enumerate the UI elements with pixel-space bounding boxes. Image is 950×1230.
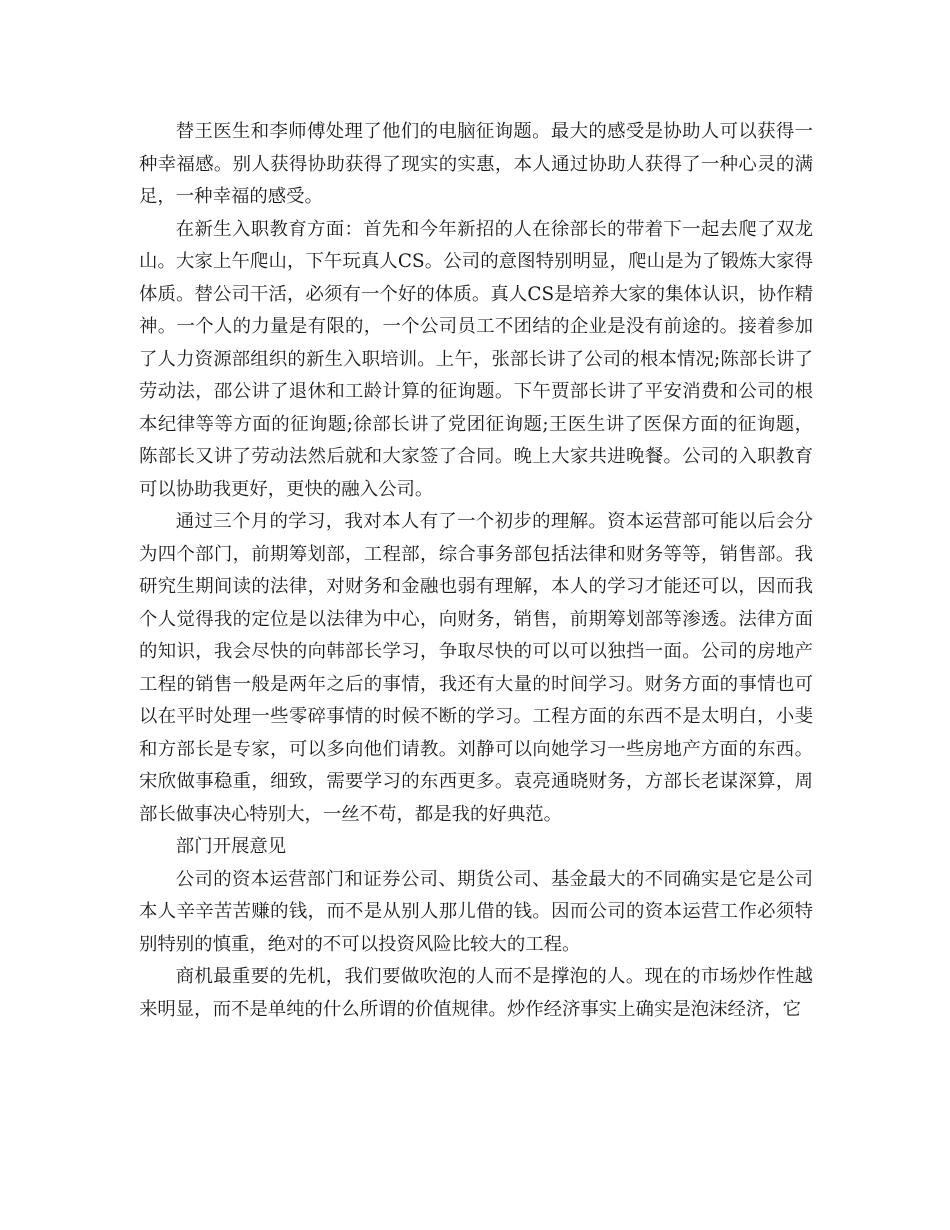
section-heading-department-development: 部门开展意见 [175, 836, 287, 857]
document-page [139, 116, 813, 1026]
paragraph-helping-colleagues: 替王医生和李师傅处理了他们的电脑征询题。最大的感受是协助人可以获得一种幸福感。别人获得协助获得了现实的实惠，本人通过协助人获得了一种心灵的满足，一种幸福的感受。 [139, 121, 813, 207]
paragraph-market-opportunity: 商机最重要的先机，我们要做吹泡的人而不是撑泡的人。现在的市场炒作性越来明显，而不是单纯的什么所谓的价值规律。炒作经济事实上确实是泡沫经济，它 [139, 966, 813, 1020]
paragraph-self-assessment: 通过三个月的学习，我对本人有了一个初步的理解。资本运营部可能以后会分为四个部门，前期筹划部，工程部，综合事务部包括法律和财务等等，销售部。我研究生期间读的法律，对财务和金融也弱有理解，本人的学习才能还可以，因而我个人觉得我的定位是以法律为中心，向财务，销售，前期筹划部等渗透。法律方面的知识，我会尽快的向韩部长学习，争取尽快的可以可以独挡一面。公司的房地产工程的销售一般是两年之后的事情，我还有大量的时间学习。财务方面的事情也可以在平时处理一些零碎事情的时候不断的学习。工程方面的东西不是太明白，小斐和方部长是专家，可以多向他们请教。刘静可以向她学习一些房地产方面的东西。宋欣做事稳重，细致，需要学习的东西更多。袁亮通晓财务，方部长老谋深算，周部长做事决心特别大，一丝不苟，都是我的好典范。 [139, 511, 813, 825]
paragraph-capital-operations: 公司的资本运营部门和证券公司、期货公司、基金最大的不同确实是它是公司本人辛辛苦苦赚的钱，而不是从别人那儿借的钱。因而公司的资本运营工作必须特别特别的慎重，绝对的不可以投资风险比较大的工程。 [139, 868, 813, 955]
paragraph-onboarding-education: 在新生入职教育方面：首先和今年新招的人在徐部长的带着下一起去爬了双龙山。大家上午爬山，下午玩真人CS。公司的意图特别明显，爬山是为了锻炼大家得体质。替公司干活，必须有一个好的体质。真人CS是培养大家的集体认识，协作精神。一个人的力量是有限的，一个公司员工不团结的企业是没有前途的。接着参加了人力资源部组织的新生入职培训。上午，张部长讲了公司的根本情况;陈部长讲了劳动法，邵公讲了退休和工龄计算的征询题。下午贾部长讲了平安消费和公司的根本纪律等等方面的征询题;徐部长讲了党团征询题;王医生讲了医保方面的征询题，陈部长又讲了劳动法然后就和大家签了合同。晚上大家共进晚餐。公司的入职教育可以协助我更好，更快的融入公司。 [139, 218, 813, 500]
